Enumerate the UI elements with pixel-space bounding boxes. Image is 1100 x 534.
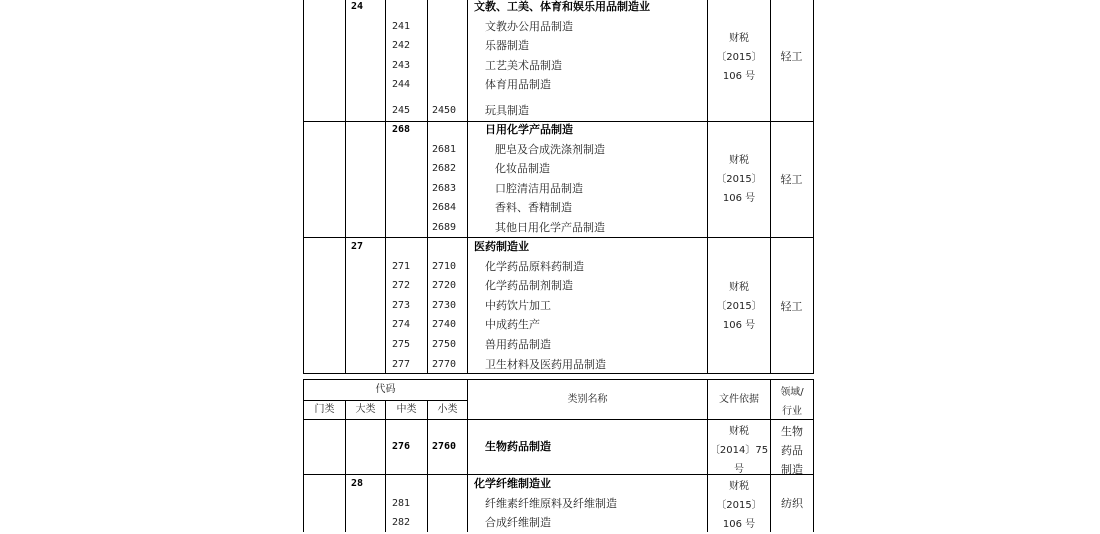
table1-col-major-border [345,0,346,374]
mid-code: 241 [392,21,411,32]
basis-line: 106 号 [722,71,756,82]
basis-line: 财税 [729,155,749,166]
basis-line: 财税 [729,282,749,293]
small-code: 2450 [432,105,457,116]
header-field [771,383,813,421]
mid-code: 282 [392,517,411,528]
category-name: 日用化学产品制造 [485,123,573,136]
table2-left-border [303,379,304,532]
mid-code: 245 [392,105,411,116]
small-code: 2682 [432,163,457,174]
category-name: 乐器制造 [485,39,529,52]
table2-col-small-border [427,400,428,532]
mid-code: 243 [392,60,411,71]
category-name: 肥皂及合成洗涤剂制造 [495,143,605,156]
category-name: 纤维素纤维原料及纤维制造 [485,497,617,510]
table1-group-divider [303,121,814,122]
document-basis [708,29,770,86]
header-door: 门类 [314,404,335,415]
table1-right-border [813,0,814,374]
header-mid: 中类 [396,404,417,415]
table1-col-name-border [467,0,468,374]
category-name: 中药饮片加工 [485,299,551,312]
header-name: 类别名称 [567,394,608,405]
category-name: 工艺美术品制造 [485,59,562,72]
small-code: 2730 [432,300,457,311]
category-name: 医药制造业 [474,240,529,253]
mid-code: 281 [392,498,411,509]
small-code: 2760 [432,441,457,452]
industry-field: 轻工 [780,50,803,63]
table1-col-small-border [427,0,428,374]
category-name: 文教办公用品制造 [485,20,573,33]
table2-col-mid-border [385,400,386,532]
category-name: 合成纤维制造 [485,516,551,529]
basis-line: 〔2015〕 [716,500,762,511]
small-code: 2740 [432,319,457,330]
small-code: 2750 [432,339,457,350]
industry-field [771,422,813,479]
basis-line: 〔2014〕75 [709,445,769,456]
mid-code: 272 [392,280,411,291]
table1-group-divider [303,237,814,238]
mid-code: 244 [392,79,411,90]
small-code: 2683 [432,183,457,194]
industry-field: 轻工 [780,300,803,313]
basis-line: 号 [734,464,744,475]
category-name: 卫生材料及医药用品制造 [485,358,606,371]
document-basis [708,278,770,335]
table2-right-border [813,379,814,532]
industry-field: 纺织 [781,497,803,510]
header-field-line: 领域/ [780,387,804,398]
category-name: 口腔清洁用品制造 [495,182,583,195]
small-code: 2720 [432,280,457,291]
small-code: 2684 [432,202,457,213]
basis-line: 106 号 [722,193,756,204]
table2-top-border [303,379,814,380]
document-basis [708,477,770,534]
category-name: 其他日用化学产品制造 [495,221,605,234]
category-name: 玩具制造 [485,104,529,117]
basis-line: 财税 [729,426,749,437]
mid-code: 273 [392,300,411,311]
category-name: 兽用药品制造 [485,338,551,351]
header-code: 代码 [375,384,396,395]
small-code: 2710 [432,261,457,272]
document-basis [708,422,770,479]
table1-col-mid-border [385,0,386,374]
small-code: 2689 [432,222,457,233]
category-name: 中成药生产 [485,318,540,331]
header-small: 小类 [437,404,458,415]
field-line: 制造 [781,463,803,476]
category-name: 化妆品制造 [495,162,550,175]
basis-line: 〔2015〕 [716,301,762,312]
category-name: 化学纤维制造业 [474,477,551,490]
header-field-line: 行业 [782,406,802,417]
basis-line: 财税 [729,33,749,44]
basis-line: 106 号 [722,320,756,331]
major-code: 28 [351,478,364,489]
category-name: 文教、工美、体育和娱乐用品制造业 [474,0,650,13]
mid-code: 271 [392,261,411,272]
document-basis [708,151,770,208]
major-code: 24 [351,1,364,12]
header-basis: 文件依据 [719,394,759,405]
field-line: 药品 [781,444,803,457]
header-major: 大类 [355,404,376,415]
category-name: 香料、香精制造 [495,201,572,214]
small-code: 2681 [432,144,457,155]
table2-col-major-border [345,400,346,532]
mid-code: 242 [392,40,411,51]
mid-code: 268 [392,124,411,135]
major-code: 27 [351,241,364,252]
industry-field: 轻工 [780,173,803,186]
mid-code: 275 [392,339,411,350]
basis-line: 106 号 [722,519,756,530]
category-name: 化学药品制剂制造 [485,279,573,292]
category-name: 生物药品制造 [485,440,551,453]
mid-code: 274 [392,319,411,330]
basis-line: 〔2015〕 [716,174,762,185]
basis-line: 〔2015〕 [716,52,762,63]
mid-code: 277 [392,359,411,370]
small-code: 2770 [432,359,457,370]
category-name: 体育用品制造 [485,78,551,91]
table1-bottom-border [303,373,814,374]
basis-line: 财税 [729,481,749,492]
field-line: 生物 [781,425,803,438]
category-name: 化学药品原料药制造 [485,260,584,273]
table1-left-border [303,0,304,374]
mid-code: 276 [392,441,411,452]
table2-header-bottom [303,419,814,420]
